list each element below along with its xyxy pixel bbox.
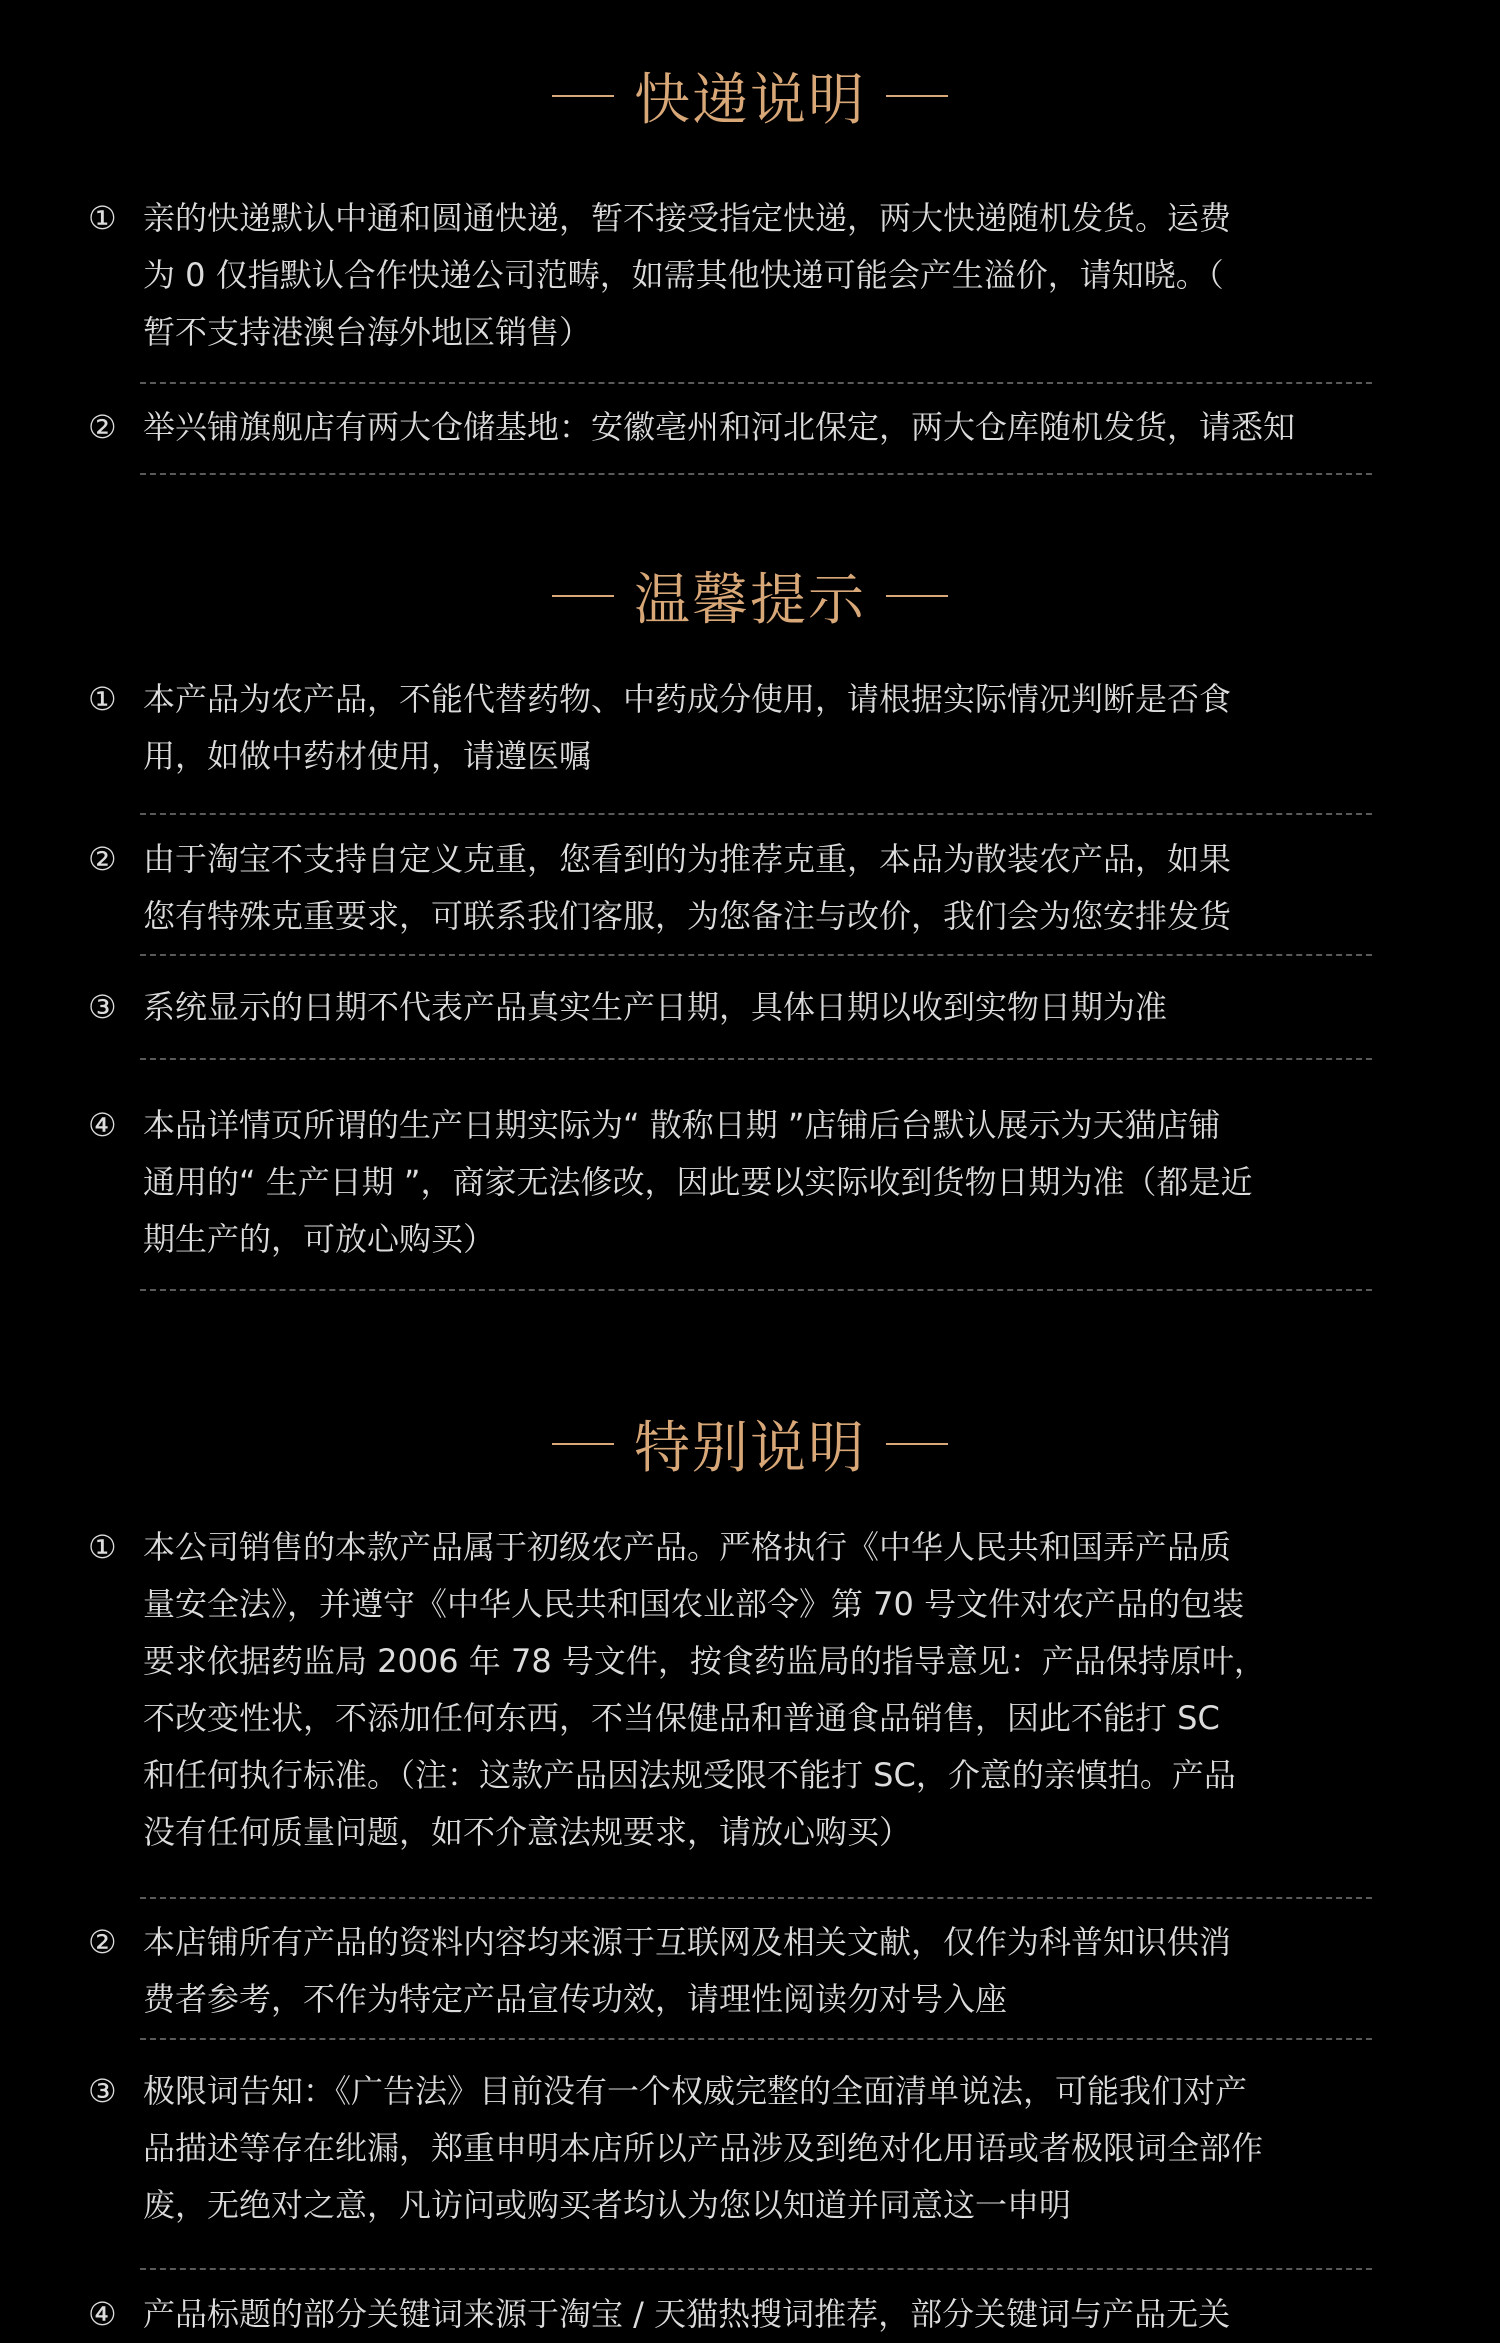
item-number: ②	[88, 840, 117, 878]
item-number: ③	[88, 988, 117, 1026]
item-number: ④	[88, 2295, 117, 2333]
special-item-1	[88, 1519, 1388, 1861]
special-item-2	[88, 1914, 1388, 2028]
section-title-text: 快递说明	[634, 68, 866, 133]
divider	[140, 2268, 1372, 2270]
special-item-3	[88, 2063, 1388, 2234]
item-text: 极限词告知：《广告法》目前没有一个权威完整的全面清单说法，可能我们对产 品描述等存在纰漏，郑重申明本店所以产品涉及到绝对化用语或者极限词全部作 废，无绝对之意，凡访问或购买者均认为您以知道并同意这一申明	[143, 2072, 1264, 2224]
item-text: 系统显示的日期不代表产品真实生产日期，具体日期以收到实物日期为准	[143, 988, 1168, 1026]
divider	[140, 2038, 1372, 2040]
section-title-express	[0, 56, 1500, 136]
divider	[140, 1289, 1372, 1291]
title-dash-right	[886, 1443, 948, 1445]
section-title-text: 温馨提示	[634, 568, 866, 633]
item-number: ②	[88, 408, 117, 446]
item-text: 本公司销售的本款产品属于初级农产品。严格执行《中华人民共和国弄产品质 量安全法》，并遵守《中华人民共和国农业部令》第 70 号文件对农产品的包装 要求依据药监局 2006 年 78 号文件，按食药监局的指导意见：产品保持原叶， 不改变性状，不添加任何东西，不当保健品和普通食品销售，因此不能打 SC 和任何执行标准。（注：这款产品因法规受限不能打 SC，介意的亲慎拍。产品 没有任何质量问题，如不介意法规要求，请放心购买）	[143, 1528, 1266, 1851]
divider	[140, 1058, 1372, 1060]
divider	[140, 473, 1372, 475]
item-text: 本产品为农产品，不能代替药物、中药成分使用，请根据实际情况判断是否食 用，如做中药材使用，请遵医嘱	[143, 680, 1232, 775]
divider	[140, 382, 1372, 384]
item-text: 本店铺所有产品的资料内容均来源于互联网及相关文献，仅作为科普知识供消 费者参考，不作为特定产品宣传功效，请理性阅读勿对号入座	[143, 1923, 1232, 2018]
special-item-4	[88, 2286, 1388, 2343]
express-item-2	[88, 399, 1388, 456]
item-text: 举兴铺旗舰店有两大仓储基地：安徽亳州和河北保定，两大仓库随机发货，请悉知	[143, 408, 1296, 446]
item-number: ③	[88, 2072, 117, 2110]
divider	[140, 813, 1372, 815]
section-title-text: 特别说明	[634, 1416, 866, 1481]
item-text: 由于淘宝不支持自定义克重，您看到的为推荐克重，本品为散装农产品，如果 您有特殊克重要求，可联系我们客服，为您备注与改价，我们会为您安排发货	[143, 840, 1232, 935]
title-dash-right	[886, 95, 948, 97]
tips-item-1	[88, 671, 1388, 785]
item-text: 亲的快递默认中通和圆通快递，暂不接受指定快递，两大快递随机发货。运费 为 0 仅指默认合作快递公司范畴，如需其他快递可能会产生溢价，请知晓。（ 暂不支持港澳台海外地区销售）	[143, 199, 1232, 351]
title-dash-left	[552, 595, 614, 597]
item-number: ①	[88, 680, 117, 718]
express-item-1	[88, 190, 1388, 361]
divider	[140, 1897, 1372, 1899]
item-text: 产品标题的部分关键词来源于淘宝 / 天猫热搜词推荐，部分关键词与产品无关	[143, 2295, 1231, 2333]
tips-item-2	[88, 831, 1388, 945]
item-number: ①	[88, 1528, 117, 1566]
title-dash-left	[552, 1443, 614, 1445]
tips-item-4	[88, 1097, 1388, 1268]
tips-item-3	[88, 979, 1388, 1036]
divider	[140, 954, 1372, 956]
item-text: 本品详情页所谓的生产日期实际为“ 散称日期 ”店铺后台默认展示为天猫店铺 通用的“ 生产日期 ”，商家无法修改，因此要以实际收到货物日期为准（都是近 期生产的，可放心购买）	[143, 1106, 1253, 1258]
title-dash-left	[552, 95, 614, 97]
item-number: ②	[88, 1923, 117, 1961]
title-dash-right	[886, 595, 948, 597]
section-title-tips	[0, 556, 1500, 636]
item-number: ④	[88, 1106, 117, 1144]
item-number: ①	[88, 199, 117, 237]
section-title-special	[0, 1404, 1500, 1484]
